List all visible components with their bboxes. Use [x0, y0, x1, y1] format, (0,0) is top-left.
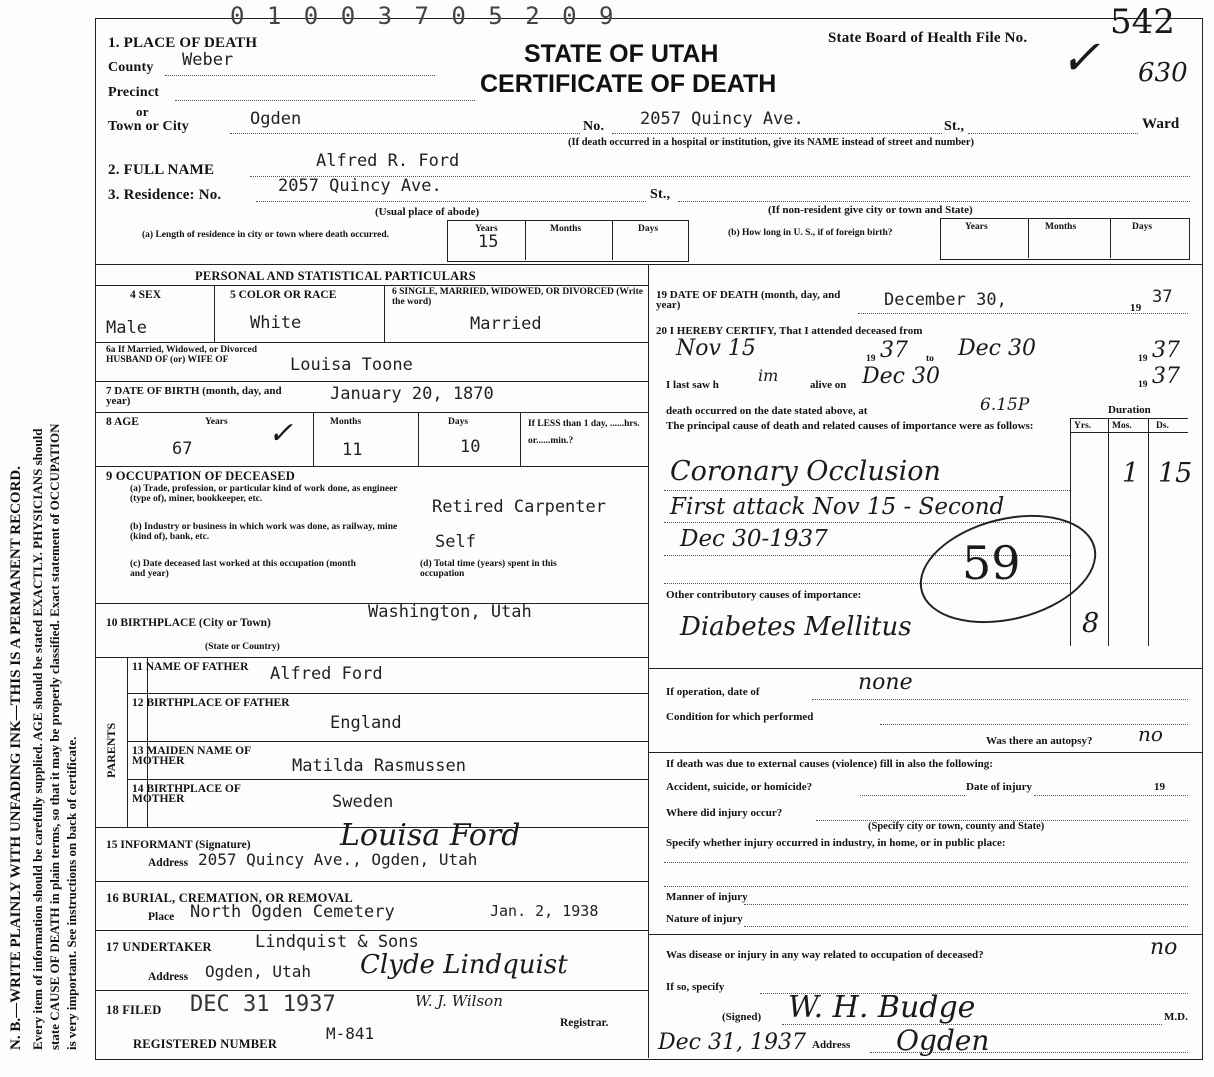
- age-years-value: 67: [172, 439, 193, 459]
- title-state: STATE OF UTAH: [524, 40, 719, 68]
- st-label: St.,: [944, 119, 965, 134]
- res-years-value: 15: [478, 232, 499, 252]
- other-cause-years: 8: [1082, 608, 1100, 639]
- burial-label: 16 BURIAL, CREMATION, OR REMOVAL: [106, 891, 353, 905]
- residence-line: [256, 201, 646, 202]
- age-days-label: Days: [448, 417, 469, 427]
- county-line: [165, 75, 435, 76]
- signed-label: (Signed): [722, 1011, 762, 1023]
- md-label: M.D.: [1164, 1011, 1188, 1023]
- duration-label: Duration: [1108, 404, 1151, 416]
- side-note-line3: state CAUSE OF DEATH in plain terms, so that it may be properly classified. Exact statement of OCCUPATION: [47, 423, 62, 1050]
- manner-label: Manner of injury: [666, 891, 748, 903]
- alive-year: 37: [1152, 364, 1180, 389]
- filed-label: 18 FILED: [106, 1003, 162, 1017]
- to-year: 37: [1152, 338, 1180, 363]
- undertaker-label: 17 UNDERTAKER: [106, 940, 212, 954]
- informant-signature: Louisa Ford: [340, 818, 521, 853]
- check-mark-header: ✓: [1060, 30, 1101, 86]
- death-year-prefix: 19: [1130, 302, 1142, 314]
- physician-address: Ogden: [896, 1024, 990, 1057]
- age-months-label: Months: [330, 417, 362, 427]
- operation-label: If operation, date of: [666, 686, 760, 698]
- spouse-label: 6a If Married, Widowed, or Divorced HUSBAND OF (or) WIFE OF: [106, 345, 258, 365]
- specify-city-label: (Specify city or town, county and State): [868, 821, 1045, 832]
- age-months-value: 11: [342, 440, 363, 460]
- birthplace-label: 10 BIRTHPLACE (City or Town): [106, 617, 271, 629]
- birthplace-value: Washington, Utah: [368, 602, 532, 622]
- town-value: Ogden: [250, 109, 302, 129]
- ward-line: [968, 133, 1138, 134]
- occ-total-label: (d) Total time (years) spent in this occupation: [420, 559, 557, 579]
- informant-address-label: Address: [148, 857, 189, 869]
- date-of-death-label: 19 DATE OF DEATH (month, day, and year): [656, 289, 841, 311]
- to-year-prefix: 19: [1138, 354, 1148, 364]
- other-causes-label: Other contributory causes of importance:: [666, 589, 862, 601]
- principal-cause-label: The principal cause of death and related causes of importance were as follows:: [666, 420, 1034, 432]
- burial-place-value: North Ogden Cemetery: [190, 902, 395, 922]
- last-saw-pronoun: im: [758, 366, 779, 385]
- undertaker-address-value: Ogden, Utah: [205, 962, 311, 981]
- spouse-value: Louisa Toone: [290, 355, 413, 375]
- registrar-label: Registrar.: [560, 1017, 609, 1029]
- father-bp-value: England: [330, 713, 402, 733]
- personal-header: PERSONAL AND STATISTICAL PARTICULARS: [195, 269, 476, 283]
- color-label: 5 COLOR OR RACE: [230, 289, 337, 301]
- us-months-header: Months: [1045, 222, 1077, 232]
- age-years-label: Years: [205, 417, 228, 427]
- birthplace-state-label: (State or Country): [205, 642, 280, 652]
- color-value: White: [250, 313, 302, 333]
- mother-bp-value: Sweden: [332, 792, 394, 812]
- res-years-header: Years: [475, 224, 498, 234]
- occupation-related-value: no: [1150, 935, 1178, 960]
- father-bp-label: 12 BIRTHPLACE OF FATHER: [132, 697, 290, 709]
- precinct-label: Precinct: [108, 85, 160, 100]
- father-value: Alfred Ford: [270, 664, 383, 684]
- usual-abode-note: (Usual place of abode): [375, 206, 480, 218]
- if-less-label: If LESS than 1 day, ......hrs. or......min.?: [528, 419, 640, 446]
- cause-tertiary: Dec 30-1937: [680, 526, 828, 552]
- accident-label: Accident, suicide, or homicide?: [666, 781, 813, 793]
- full-name-value: Alfred R. Ford: [316, 151, 460, 171]
- occ-date-label: (c) Date deceased last worked at this occupation (month and year): [130, 559, 356, 579]
- residence-value: 2057 Quincy Ave.: [278, 176, 442, 196]
- death-time: 6.15P: [980, 395, 1030, 415]
- age-days-value: 10: [460, 437, 481, 457]
- precinct-line: [175, 100, 475, 101]
- if-so-label: If so, specify: [666, 981, 725, 993]
- registered-number-value: M-841: [326, 1024, 375, 1043]
- undertaker-value: Lindquist & Sons: [255, 932, 419, 952]
- cause-primary-days: 15: [1158, 458, 1193, 489]
- physician-signature: W. H. Budge: [788, 990, 976, 1025]
- attended-from: Nov 15: [676, 336, 756, 361]
- file-no: 542: [1110, 2, 1175, 42]
- duration-ds: Ds.: [1156, 421, 1169, 431]
- full-name-label: 2. FULL NAME: [108, 162, 215, 178]
- condition-label: Condition for which performed: [666, 711, 814, 723]
- informant-address-value: 2057 Quincy Ave., Ogden, Utah: [198, 850, 478, 869]
- side-note-line2: Every item of information should be carefully supplied. AGE should be stated EXACTLY. PHYSICIANS should: [30, 428, 45, 1050]
- us-years-header: Years: [965, 222, 988, 232]
- alive-on-label: alive on: [810, 379, 847, 391]
- res-days-header: Days: [638, 224, 659, 234]
- duration-mos: Mos.: [1112, 421, 1132, 431]
- occupation-related-label: Was disease or injury in any way related to occupation of deceased?: [666, 949, 984, 961]
- street-value: 2057 Quincy Ave.: [640, 109, 804, 129]
- town-line: [230, 133, 580, 134]
- autopsy-label: Was there an autopsy?: [986, 735, 1093, 747]
- cause-primary-months: 1: [1122, 458, 1140, 489]
- town-label: Town or City: [108, 119, 189, 134]
- ward-label: Ward: [1142, 116, 1180, 132]
- how-long-label: (b) How long in U. S., if of foreign birth?: [728, 228, 893, 238]
- filed-stamp: DEC 31 1937: [190, 992, 336, 1017]
- parents-label: PARENTS: [104, 722, 118, 778]
- from-year: 37: [880, 338, 908, 363]
- undertaker-signature: Clyde Lindquist: [360, 950, 568, 980]
- side-note-line4: is very important. See instructions on back of certificate.: [64, 736, 79, 1050]
- residence-st-label: St.,: [650, 187, 671, 202]
- where-injury-label: Where did injury occur?: [666, 807, 783, 819]
- mother-label: 13 MAIDEN NAME OF MOTHER: [132, 745, 251, 767]
- father-label: 11 NAME OF FATHER: [132, 661, 249, 673]
- marital-value: Married: [470, 314, 542, 334]
- cause-primary: Coronary Occlusion: [670, 456, 941, 487]
- sex-label: 4 SEX: [130, 289, 161, 301]
- age-label: 8 AGE: [106, 416, 139, 428]
- title-certificate: CERTIFICATE OF DEATH: [480, 70, 777, 98]
- burial-date-value: Jan. 2, 1938: [490, 902, 599, 920]
- column-divider: [648, 264, 649, 1058]
- death-year-value: 37: [1152, 287, 1173, 307]
- to-label: to: [926, 354, 934, 364]
- specify-industry-label: Specify whether injury occurred in industry, in home, or in public place:: [666, 837, 1006, 849]
- injury-year-prefix: 19: [1154, 781, 1165, 793]
- county-label: County: [108, 60, 154, 75]
- dob-value: January 20, 1870: [330, 384, 494, 404]
- county-value: Weber: [182, 50, 234, 70]
- sex-value: Male: [106, 318, 147, 338]
- res-months-header: Months: [550, 224, 582, 234]
- cause-secondary: First attack Nov 15 - Second: [670, 494, 1005, 520]
- or-label: or: [136, 104, 149, 119]
- other-cause-value: Diabetes Mellitus: [680, 612, 912, 642]
- death-occurred-label: death occurred on the date stated above, at: [666, 405, 868, 417]
- registered-number-label: REGISTERED NUMBER: [133, 1037, 278, 1051]
- street-line: [612, 133, 942, 134]
- autopsy-value: no: [1138, 722, 1163, 746]
- signed-date: Dec 31, 1937: [658, 1030, 806, 1055]
- undertaker-address-label: Address: [148, 971, 189, 983]
- side-note-line1: N. B.—WRITE PLAINLY WITH UNFADING INK—THIS IS A PERMANENT RECORD.: [8, 466, 24, 1050]
- duration-yrs: Yrs.: [1074, 421, 1092, 431]
- age-check-mark: ✓: [268, 416, 294, 451]
- circled-number: 59: [962, 536, 1021, 590]
- file-no-label: State Board of Health File No.: [828, 30, 1028, 46]
- nature-label: Nature of injury: [666, 913, 743, 925]
- operation-value: none: [858, 670, 913, 695]
- place-of-death-label: 1. PLACE OF DEATH: [108, 35, 258, 51]
- hospital-note: (If death occurred in a hospital or institution, give its NAME instead of street and number): [568, 137, 975, 148]
- physician-address-label: Address: [812, 1039, 851, 1051]
- file-no-2: 630: [1138, 58, 1188, 88]
- no-label: No.: [583, 119, 605, 134]
- length-residence-label: (a) Length of residence in city or town where death occurred.: [142, 230, 390, 240]
- occ-industry-label: (b) Industry or business in which work was done, as railway, mine (kind of), bank, etc.: [130, 522, 398, 542]
- attended-to: Dec 30: [958, 336, 1036, 361]
- dob-label: 7 DATE OF BIRTH (month, day, and year): [106, 385, 282, 407]
- alive-year-prefix: 19: [1138, 380, 1148, 390]
- marital-label: 6 SINGLE, MARRIED, WIDOWED, OR DIVORCED (Write the word): [392, 287, 643, 307]
- mother-bp-label: 14 BIRTHPLACE OF MOTHER: [132, 783, 241, 805]
- burial-place-label: Place: [148, 911, 175, 923]
- occ-industry-value: Self: [435, 532, 476, 552]
- residence-city-line: [678, 201, 1190, 202]
- informant-label: 15 INFORMANT (Signature): [106, 839, 251, 851]
- mother-value: Matilda Rasmussen: [292, 756, 466, 776]
- external-causes-label: If death was due to external causes (violence) fill in also the following:: [666, 758, 993, 770]
- date-of-death-value: December 30,: [884, 290, 1007, 310]
- last-saw-label: I last saw h: [666, 379, 719, 391]
- certify-label: 20 I HEREBY CERTIFY, That I attended deceased from: [656, 325, 923, 337]
- from-year-prefix: 19: [866, 354, 876, 364]
- occupation-label: 9 OCCUPATION OF DECEASED: [106, 469, 295, 483]
- occ-trade-value: Retired Carpenter: [432, 497, 606, 517]
- alive-date: Dec 30: [862, 364, 940, 389]
- document-number: 0 1 0 0 3 7 0 5 2 0 9: [230, 2, 618, 30]
- registrar-signature: W. J. Wilson: [415, 992, 503, 1010]
- injury-date-label: Date of injury: [966, 781, 1032, 793]
- us-days-header: Days: [1132, 222, 1153, 232]
- residence-label: 3. Residence: No.: [108, 187, 222, 203]
- occ-trade-label: (a) Trade, profession, or particular kind of work done, as engineer (type of), miner, bookkeeper, etc.: [130, 484, 398, 504]
- nonresident-note: (If non-resident give city or town and State): [768, 204, 973, 216]
